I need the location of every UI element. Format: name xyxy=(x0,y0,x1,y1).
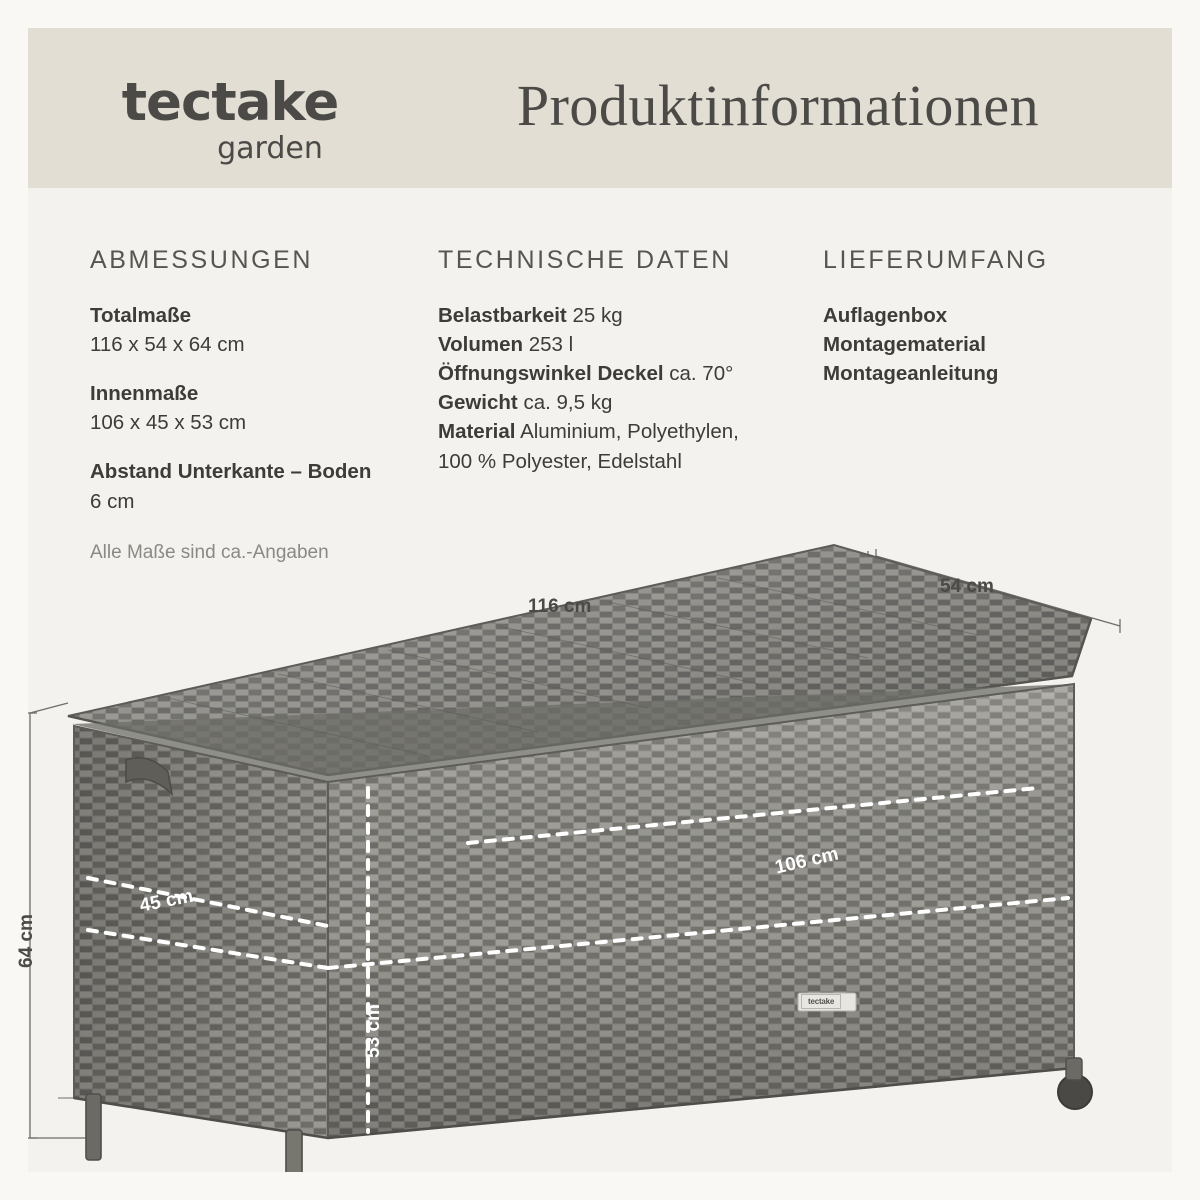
entry-value: Aluminium, Polyethylen, 100 % Polyester, Edelstahl xyxy=(438,420,739,473)
header-bar xyxy=(28,28,1172,188)
entry-value: 116 x 54 x 64 cm xyxy=(90,333,245,357)
column-scope-of-delivery xyxy=(823,246,1143,388)
entry-value: 106 x 45 x 53 cm xyxy=(90,411,247,435)
entry-label: Belastbarkeit xyxy=(438,304,567,327)
entry-label: Öffnungswinkel Deckel xyxy=(438,362,664,386)
entry-value: 25 kg xyxy=(572,304,623,327)
entry-label: Volumen xyxy=(438,333,524,357)
storage-box-drawing xyxy=(28,498,1172,1172)
entry-label: Material xyxy=(438,420,516,444)
dimension-entry xyxy=(90,379,430,437)
info-columns xyxy=(28,188,1172,563)
product-brand-text: tectake xyxy=(801,994,841,1009)
entry-value: ca. 70° xyxy=(669,362,734,386)
entry-label: Totalmaße xyxy=(90,304,191,327)
scope-item: Montagematerial xyxy=(823,333,986,357)
label-height: 64 cm xyxy=(16,914,37,968)
technical-entry xyxy=(438,359,768,388)
column-technical xyxy=(438,246,768,476)
technical-entry xyxy=(438,417,768,475)
entry-label: Innenmaße xyxy=(90,382,199,406)
technical-entry xyxy=(438,330,768,359)
column-heading-scope: LIEFERUMFANG xyxy=(823,246,1049,274)
product-illustration xyxy=(16,498,1172,1172)
technical-entry xyxy=(438,388,768,417)
brand-name: tectake xyxy=(121,72,339,133)
column-heading-dimensions: ABMESSUNGEN xyxy=(90,246,314,274)
label-depth: 54 cm xyxy=(940,576,994,597)
entry-label: Abstand Unterkante – Boden xyxy=(90,460,372,484)
column-heading-technical: TECHNISCHE DATEN xyxy=(438,246,732,274)
entry-value: 6 cm xyxy=(90,489,135,513)
label-inner-depth: 45 cm xyxy=(138,885,195,917)
entry-value: ca. 9,5 kg xyxy=(523,391,613,415)
label-inner-width: 106 cm xyxy=(773,843,841,879)
brand-subline: garden xyxy=(217,131,323,166)
entry-label: Gewicht xyxy=(438,391,518,415)
label-width: 116 cm xyxy=(528,596,592,617)
page-title: Produktinformationen xyxy=(516,73,1040,138)
sheet-body xyxy=(16,28,1172,1172)
dimensions-note: Alle Maße sind ca.-Angaben xyxy=(90,541,329,563)
label-inner-height: 53 cm xyxy=(363,1004,384,1058)
dimension-entry xyxy=(90,301,430,359)
scope-item: Montageanleitung xyxy=(823,362,999,386)
technical-entry xyxy=(438,301,768,330)
entry-value: 253 l xyxy=(528,333,574,357)
scope-item: Auflagenbox xyxy=(823,304,948,327)
brand-logo xyxy=(90,72,370,167)
